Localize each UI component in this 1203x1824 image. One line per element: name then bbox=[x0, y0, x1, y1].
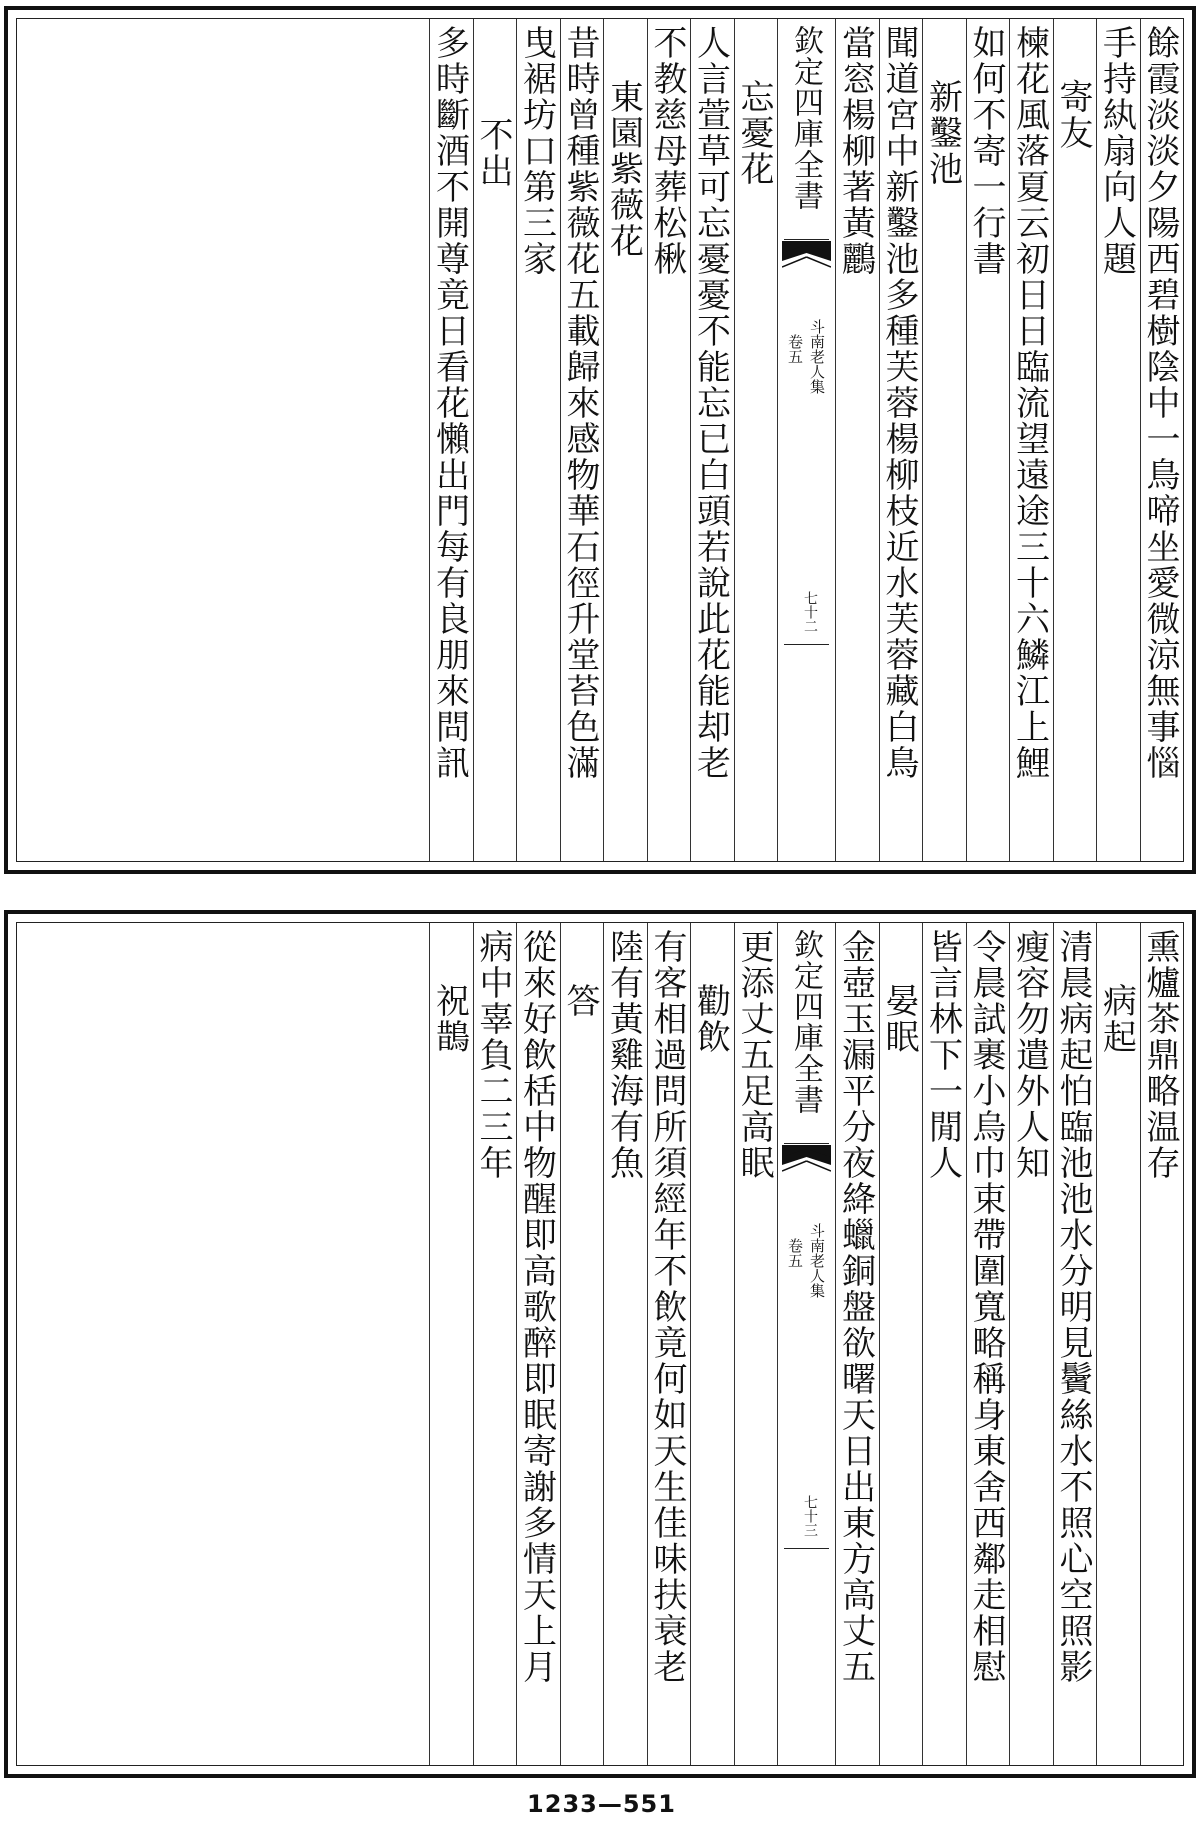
center-rule-upper bbox=[784, 239, 829, 240]
poem-line: 金壺玉漏平分夜絳蠟銅盤欲曙天日出東方高丈五 bbox=[835, 929, 876, 1685]
poem-title: 不出 bbox=[473, 117, 513, 189]
text-column bbox=[473, 19, 517, 861]
text-frame-top bbox=[16, 18, 1184, 862]
text-column bbox=[1096, 19, 1140, 861]
text-column bbox=[516, 923, 560, 1765]
poem-title: 忘憂花 bbox=[734, 79, 774, 187]
text-column bbox=[734, 923, 778, 1765]
poem-title: 東園紫薇花 bbox=[603, 79, 644, 259]
text-column bbox=[1009, 923, 1053, 1765]
collection-title: 欽定四庫全書 bbox=[788, 25, 823, 211]
text-column bbox=[1096, 923, 1140, 1765]
poem-line: 皆言林下一閒人 bbox=[922, 929, 963, 1181]
poem-line: 當窓楊柳著黃鸝 bbox=[835, 25, 876, 277]
poem-line: 病中辜負二三年 bbox=[473, 929, 513, 1181]
poem-title: 晏眠 bbox=[879, 983, 919, 1055]
poem-line: 楝花風落夏云初日日臨流望遠途三十六鱗江上鯉 bbox=[1009, 25, 1050, 781]
fishtail-mark-icon bbox=[782, 1145, 831, 1179]
text-column bbox=[603, 19, 647, 861]
poem-line: 餘霞淡淡夕陽西碧樹陰中一鳥啼坐愛微涼無事惱 bbox=[1140, 25, 1180, 781]
text-column bbox=[966, 19, 1010, 861]
poem-title: 勸飲 bbox=[690, 983, 731, 1055]
text-frame-bottom bbox=[16, 922, 1184, 1766]
text-column bbox=[1053, 19, 1097, 861]
text-column bbox=[647, 19, 691, 861]
text-column bbox=[1053, 923, 1097, 1765]
text-column bbox=[690, 923, 734, 1765]
text-column bbox=[734, 19, 778, 861]
text-column bbox=[560, 923, 604, 1765]
text-column bbox=[647, 923, 691, 1765]
poem-line: 不教慈母葬松楸 bbox=[647, 25, 687, 277]
center-rule-lower bbox=[784, 644, 829, 645]
text-column bbox=[1140, 923, 1184, 1765]
text-column bbox=[429, 923, 473, 1765]
text-column bbox=[473, 923, 517, 1765]
center-fold-column bbox=[777, 19, 835, 861]
poem-line: 手持紈扇向人題 bbox=[1096, 25, 1137, 277]
text-column bbox=[560, 19, 604, 861]
center-rule-lower bbox=[784, 1548, 829, 1549]
text-column bbox=[603, 923, 647, 1765]
book-title: 斗南老人集 bbox=[808, 1223, 826, 1298]
book-title: 斗南老人集 bbox=[808, 319, 826, 394]
collection-title: 欽定四庫全書 bbox=[788, 929, 823, 1115]
poem-line: 曳裾坊口第三家 bbox=[516, 25, 557, 277]
text-column bbox=[966, 923, 1010, 1765]
poem-line: 多時斷酒不開尊竟日看花懶出門每有良朋來問訊 bbox=[429, 25, 470, 781]
page-leaf-top bbox=[4, 6, 1196, 874]
leaf-number: 七十二 bbox=[802, 591, 818, 633]
volume-number: 卷五 bbox=[786, 1238, 804, 1268]
poem-line: 有客相過問所須經年不飲竟何如天生佳味扶衰老 bbox=[647, 929, 687, 1685]
poem-line: 如何不寄一行書 bbox=[966, 25, 1006, 277]
fishtail-mark-icon bbox=[782, 241, 831, 275]
poem-line: 清晨病起怕臨池池水分明見鬢絲水不照心空照影 bbox=[1053, 929, 1093, 1685]
poem-title: 寄友 bbox=[1053, 79, 1093, 151]
poem-line: 昔時曾種紫薇花五載歸來感物華石徑升堂苔色滿 bbox=[560, 25, 600, 781]
text-column bbox=[835, 923, 879, 1765]
volume-number: 卷五 bbox=[786, 334, 804, 364]
poem-line: 聞道宮中新鑿池多種芙蓉楊柳枝近水芙蓉藏白鳥 bbox=[879, 25, 919, 781]
leaf-number: 七十三 bbox=[802, 1495, 818, 1537]
center-rule-upper bbox=[784, 1143, 829, 1144]
text-column bbox=[879, 923, 923, 1765]
text-column bbox=[879, 19, 923, 861]
poem-line: 更添丈五足高眠 bbox=[734, 929, 774, 1181]
poem-title: 病起 bbox=[1096, 983, 1137, 1055]
poem-line: 陸有黃雞海有魚 bbox=[603, 929, 644, 1181]
poem-title: 新鑿池 bbox=[922, 79, 963, 187]
text-column bbox=[1140, 19, 1184, 861]
text-column bbox=[690, 19, 734, 861]
poem-title: 答 bbox=[560, 983, 600, 1019]
text-column bbox=[922, 923, 966, 1765]
page-leaf-bottom bbox=[4, 910, 1196, 1778]
center-fold-column bbox=[777, 923, 835, 1765]
text-column bbox=[1009, 19, 1053, 861]
poem-line: 從來好飲栝中物醒即高歌醉即眠寄謝多情天上月 bbox=[516, 929, 557, 1685]
poem-line: 瘦容勿遣外人知 bbox=[1009, 929, 1050, 1181]
text-column bbox=[922, 19, 966, 861]
poem-line: 人言萱草可忘憂憂不能忘已白頭若說此花能却老 bbox=[690, 25, 731, 781]
text-column bbox=[516, 19, 560, 861]
text-column bbox=[429, 19, 473, 861]
poem-line: 熏爐茶鼎略温存 bbox=[1140, 929, 1180, 1181]
poem-line: 令晨試裹小烏巾束帶圍寬略稱身東舍西鄰走相慰 bbox=[966, 929, 1006, 1685]
page-number-footer: 1233—551 bbox=[527, 1790, 676, 1818]
text-column bbox=[835, 19, 879, 861]
poem-title: 祝鵲 bbox=[429, 983, 470, 1055]
